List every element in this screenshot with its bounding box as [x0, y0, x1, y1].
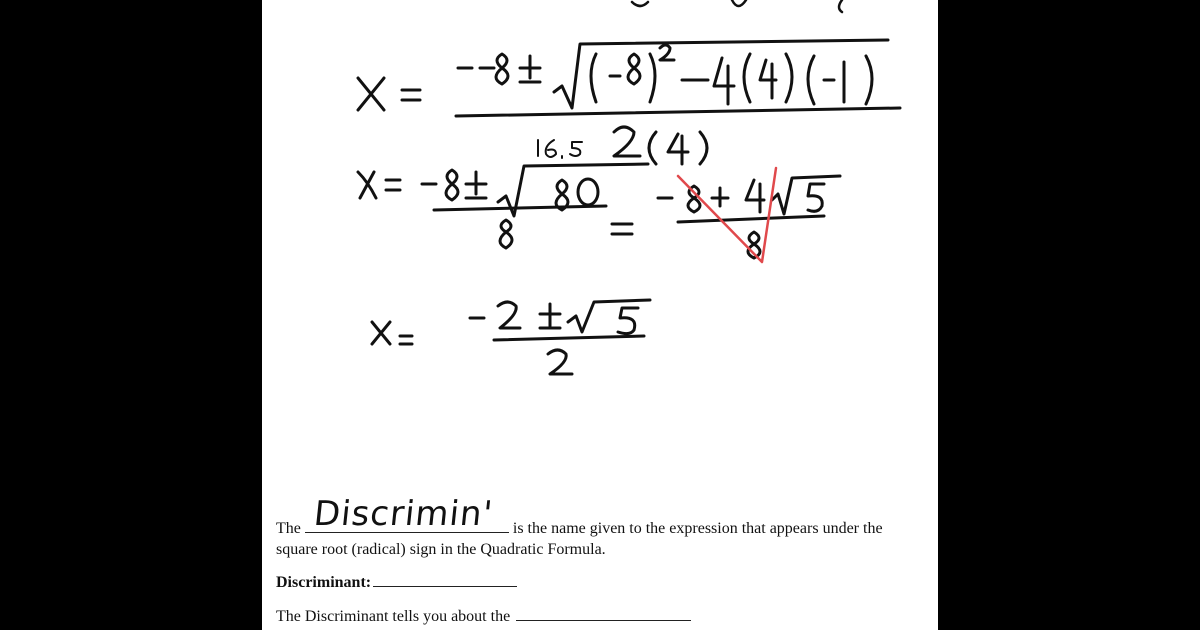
discriminant-label: Discriminant:	[276, 574, 372, 591]
cutoff-top-letters	[632, 0, 842, 12]
line1-numerator	[458, 40, 888, 108]
red-check-mark	[678, 168, 776, 262]
sentence1-line2: square root (radical) sign in the Quadratic Formula.	[276, 541, 606, 558]
line3-denominator	[548, 350, 572, 374]
worksheet-page	[262, 0, 938, 630]
sentence1-start: The	[276, 520, 301, 537]
sentence2-text: The Discriminant tells you about the	[276, 608, 511, 625]
line3-numerator	[470, 300, 650, 334]
line3-fraction-bar	[494, 336, 644, 340]
line1-lhs	[358, 78, 420, 110]
line3-lhs	[372, 322, 412, 344]
line1-denominator	[614, 127, 707, 164]
line2-simplified-bar	[678, 216, 824, 222]
handwritten-answer: Discrimin'	[311, 494, 496, 534]
note-16-5	[538, 140, 582, 158]
sentence1-end: is the name given to the expression that appears under the	[512, 520, 883, 537]
line2-fraction-bar	[434, 206, 606, 210]
sentence1-line1	[276, 518, 883, 539]
sentence2-row	[276, 606, 691, 627]
line1-fraction-bar	[456, 108, 900, 116]
answer-blank-discriminant[interactable]	[373, 572, 517, 587]
line2-equals	[612, 224, 632, 234]
line2-denominator	[500, 220, 512, 248]
line2-lhs	[358, 172, 400, 198]
answer-blank-term[interactable]	[305, 518, 509, 533]
discriminant-definition-row	[276, 572, 517, 593]
answer-blank-tells[interactable]	[516, 606, 691, 621]
